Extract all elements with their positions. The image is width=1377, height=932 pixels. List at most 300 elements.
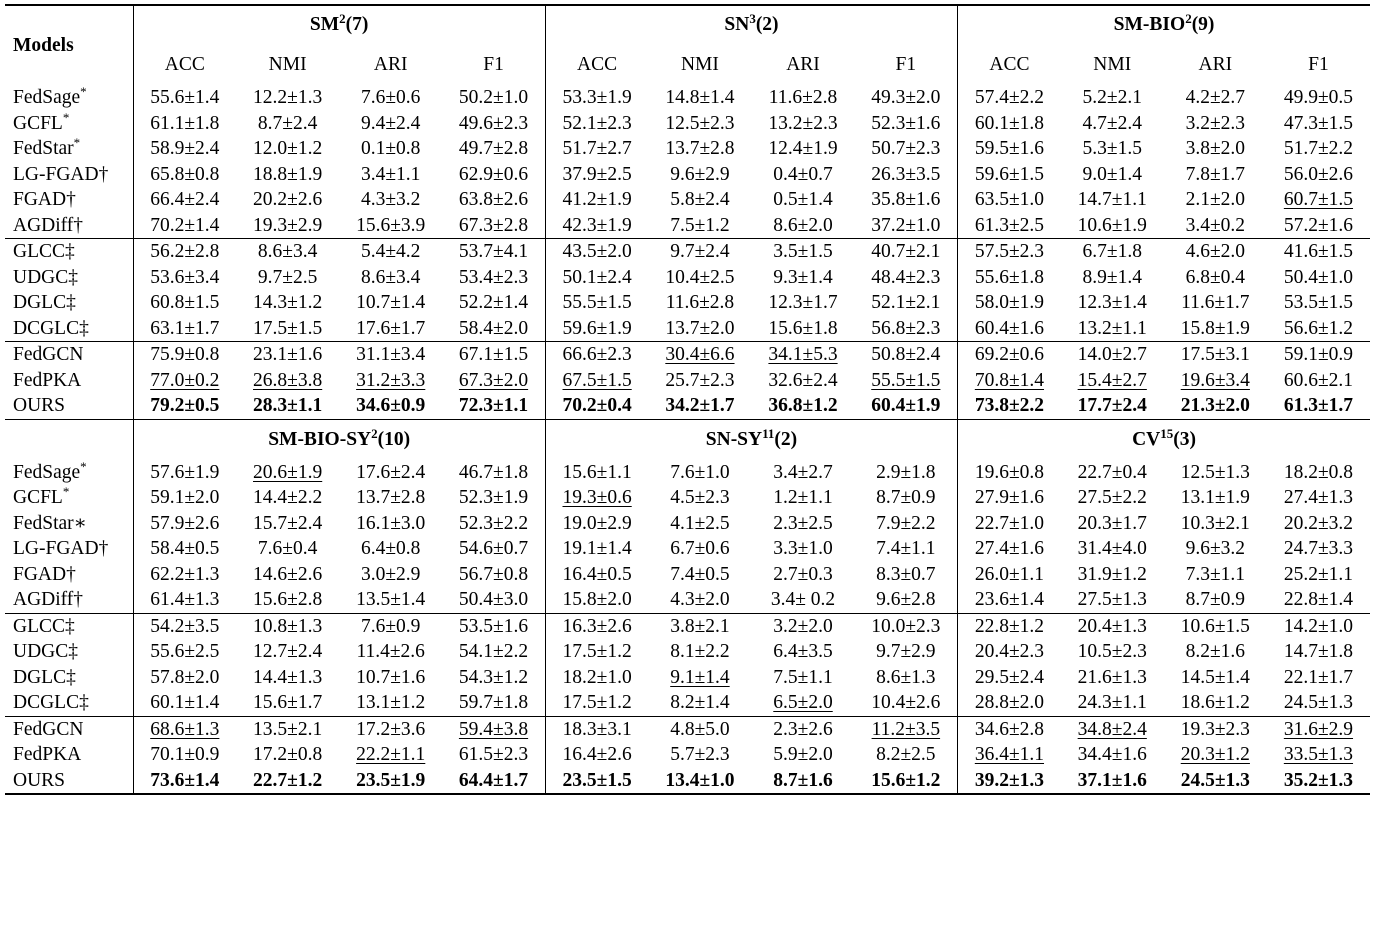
value-text: 3.8±2.0: [1185, 138, 1246, 159]
value-cell: [1164, 162, 1267, 188]
value-cell: [339, 290, 442, 316]
value-text: 4.6±2.0: [1185, 241, 1246, 262]
value-text: 13.2±1.1: [1077, 317, 1147, 339]
value-text: 20.4±2.3: [974, 641, 1045, 662]
value-text: 22.8±1.2: [974, 615, 1045, 637]
value-cell: [1061, 187, 1164, 213]
value-text: 27.4±1.3: [1283, 487, 1354, 508]
value-text: 17.6±1.7: [356, 317, 426, 339]
value-cell: [133, 136, 236, 162]
value-cell: [751, 639, 854, 665]
value-cell: [958, 290, 1061, 316]
value-text: 26.0±1.1: [974, 563, 1045, 585]
value-text: 57.6±1.9: [150, 461, 220, 483]
value-cell: [855, 485, 958, 511]
value-text: 60.8±1.5: [150, 292, 220, 313]
value-text: 70.2±1.4: [150, 214, 220, 236]
value-cell: [1061, 639, 1164, 665]
dataset-header-row: [5, 419, 1370, 460]
value-text: 23.6±1.4: [974, 589, 1045, 610]
value-text: 4.5±2.3: [670, 487, 730, 508]
value-cell: [751, 511, 854, 537]
value-text: 62.2±1.3: [150, 563, 220, 585]
value-text: 15.6±1.8: [768, 317, 838, 339]
value-cell: [648, 342, 751, 368]
value-cell: [751, 562, 854, 588]
model-name: [5, 639, 133, 665]
table-row: [5, 639, 1370, 665]
model-name: [5, 368, 133, 394]
dataset-suffix: (7): [345, 14, 369, 35]
value-cell: [236, 768, 339, 795]
value-text: 10.7±1.4: [356, 292, 426, 313]
value-cell: [133, 85, 236, 111]
value-cell: [855, 393, 958, 419]
value-text: 6.4±3.5: [773, 641, 833, 662]
value-text: 8.7±0.9: [1185, 589, 1246, 610]
value-text: 59.1±2.0: [150, 487, 220, 508]
value-text: 41.2±1.9: [562, 189, 632, 210]
table-row: [5, 265, 1370, 291]
value-cell: [648, 690, 751, 716]
value-text: 56.8±2.3: [871, 317, 941, 339]
value-text: 20.6±1.9: [253, 461, 323, 483]
value-cell: [1164, 393, 1267, 419]
model-label: UDGC‡: [13, 641, 79, 662]
value-cell: [236, 716, 339, 742]
value-text: 73.6±1.4: [150, 769, 220, 791]
value-cell: [545, 716, 648, 742]
value-text: 17.7±2.4: [1077, 395, 1147, 416]
dataset-suffix: (10): [377, 428, 411, 450]
model-name: [5, 690, 133, 716]
table-row: [5, 316, 1370, 342]
value-cell: [958, 85, 1061, 111]
value-text: 16.4±2.6: [562, 744, 632, 765]
value-cell: [1061, 136, 1164, 162]
value-text: 18.2±1.0: [562, 666, 632, 688]
value-text: 8.6±3.4: [360, 266, 421, 288]
value-cell: [1267, 187, 1370, 213]
value-cell: [1164, 342, 1267, 368]
model-label: GCFL: [13, 487, 63, 508]
value-text: 50.2±1.0: [458, 87, 529, 108]
value-text: 27.4±1.6: [974, 538, 1045, 559]
value-text: 14.6±2.6: [253, 563, 323, 585]
value-cell: [1267, 111, 1370, 137]
value-cell: [236, 316, 339, 342]
value-cell: [958, 136, 1061, 162]
value-text: 67.5±1.5: [562, 369, 632, 391]
value-cell: [1061, 342, 1164, 368]
value-cell: [751, 613, 854, 639]
value-text: 59.1±0.9: [1283, 344, 1354, 365]
value-text: 8.2±1.6: [1185, 641, 1246, 662]
dataset-superscript: 11: [762, 425, 775, 441]
value-text: 34.2±1.7: [665, 395, 735, 416]
value-cell: [958, 485, 1061, 511]
value-cell: [751, 665, 854, 691]
value-cell: [1267, 290, 1370, 316]
value-text: 39.2±1.3: [974, 769, 1045, 791]
value-cell: [545, 587, 648, 613]
value-cell: [133, 485, 236, 511]
table-row: [5, 111, 1370, 137]
value-cell: [1267, 460, 1370, 486]
value-cell: [133, 393, 236, 419]
value-text: 59.5±1.6: [974, 138, 1045, 159]
model-label: OURS: [13, 395, 66, 416]
value-cell: [1267, 485, 1370, 511]
table-row: [5, 239, 1370, 265]
value-cell: [1267, 639, 1370, 665]
value-text: 70.2±0.4: [562, 395, 632, 416]
value-text: 9.6±3.2: [1185, 538, 1246, 559]
model-name: [5, 162, 133, 188]
value-text: 12.2±1.3: [253, 87, 323, 108]
value-text: 7.4±0.5: [670, 563, 730, 585]
value-text: 56.6±1.2: [1283, 317, 1354, 339]
value-text: 9.7±2.9: [876, 641, 936, 662]
value-cell: [442, 265, 545, 291]
value-text: 15.6±1.2: [871, 769, 941, 791]
value-cell: [133, 290, 236, 316]
value-cell: [442, 716, 545, 742]
value-text: 8.7±0.9: [876, 487, 936, 508]
value-text: 40.7±2.1: [871, 241, 941, 262]
model-name: [5, 511, 133, 537]
value-text: 8.9±1.4: [1082, 266, 1142, 288]
value-cell: [133, 639, 236, 665]
value-text: 52.1±2.1: [871, 292, 941, 313]
value-cell: [133, 239, 236, 265]
value-text: 7.6±0.9: [360, 615, 421, 637]
value-text: 7.8±1.7: [1185, 163, 1246, 185]
value-cell: [958, 690, 1061, 716]
value-text: 34.8±2.4: [1077, 718, 1147, 740]
model-label: UDGC‡: [13, 266, 79, 288]
value-cell: [855, 613, 958, 639]
value-text: 15.4±2.7: [1077, 369, 1147, 391]
value-cell: [442, 460, 545, 486]
value-cell: [236, 511, 339, 537]
value-text: 8.2±2.5: [876, 744, 936, 765]
model-label: DGLC‡: [13, 292, 76, 313]
value-text: 14.4±1.3: [253, 666, 323, 688]
value-text: 54.1±2.2: [458, 641, 529, 662]
metric-header: F1: [1308, 54, 1329, 75]
table-row: [5, 562, 1370, 588]
value-cell: [855, 136, 958, 162]
value-cell: [133, 460, 236, 486]
value-cell: [545, 85, 648, 111]
value-cell: [236, 665, 339, 691]
metric-header: F1: [895, 54, 917, 75]
value-cell: [751, 290, 854, 316]
model-label: FedStar: [13, 138, 74, 159]
value-text: 17.5±1.2: [562, 641, 632, 662]
value-text: 3.2±2.3: [1185, 112, 1246, 134]
value-cell: [1061, 213, 1164, 239]
value-text: 60.1±1.8: [974, 112, 1045, 134]
model-mark: *: [73, 135, 81, 150]
value-cell: [1164, 290, 1267, 316]
model-mark: *: [80, 458, 87, 474]
value-text: 55.6±2.5: [150, 641, 220, 662]
value-cell: [236, 690, 339, 716]
value-text: 57.2±1.6: [1283, 214, 1354, 236]
value-cell: [855, 587, 958, 613]
model-label: FedPKA: [13, 369, 82, 391]
value-cell: [648, 536, 751, 562]
value-cell: [442, 342, 545, 368]
dataset-superscript: 15: [1160, 425, 1174, 441]
value-text: 24.5±1.3: [1283, 692, 1354, 713]
value-text: 16.3±2.6: [562, 615, 632, 637]
value-text: 50.4±1.0: [1283, 266, 1354, 288]
value-cell: [648, 85, 751, 111]
value-cell: [442, 85, 545, 111]
value-text: 16.1±3.0: [356, 512, 426, 534]
value-text: 42.3±1.9: [562, 214, 632, 236]
value-text: 31.6±2.9: [1283, 718, 1354, 740]
value-cell: [1267, 316, 1370, 342]
value-text: 10.4±2.6: [871, 692, 941, 713]
value-cell: [751, 136, 854, 162]
value-text: 9.3±1.4: [773, 266, 833, 288]
value-text: 0.1±0.8: [360, 138, 421, 159]
value-text: 54.3±1.2: [458, 666, 529, 688]
value-text: 63.5±1.0: [974, 189, 1045, 210]
dataset-name: CV: [1132, 428, 1161, 450]
value-cell: [958, 613, 1061, 639]
value-cell: [751, 239, 854, 265]
value-text: 36.4±1.1: [974, 744, 1045, 765]
dataset-suffix: (9): [1191, 14, 1215, 35]
value-text: 26.3±3.5: [871, 163, 941, 185]
value-cell: [1164, 536, 1267, 562]
metric-header: ARI: [1198, 54, 1233, 75]
value-cell: [133, 213, 236, 239]
value-cell: [1164, 690, 1267, 716]
value-text: 22.1±1.7: [1283, 666, 1354, 688]
value-text: 13.4±1.0: [665, 769, 735, 791]
value-text: 14.3±1.2: [253, 292, 323, 313]
value-cell: [442, 136, 545, 162]
value-cell: [133, 511, 236, 537]
value-text: 49.7±2.8: [458, 138, 529, 159]
value-cell: [855, 639, 958, 665]
value-cell: [442, 768, 545, 795]
value-cell: [1164, 316, 1267, 342]
value-text: 9.7±2.5: [257, 266, 318, 288]
value-text: 29.5±2.4: [974, 666, 1045, 688]
value-text: 67.1±1.5: [458, 344, 529, 365]
value-cell: [442, 213, 545, 239]
value-cell: [648, 393, 751, 419]
value-text: 33.5±1.3: [1283, 744, 1354, 765]
value-text: 60.6±2.1: [1283, 369, 1354, 391]
results-table: [5, 4, 1370, 795]
metric-header: ACC: [958, 44, 1061, 85]
table-row: [5, 716, 1370, 742]
value-cell: [545, 316, 648, 342]
value-text: 12.5±2.3: [665, 112, 735, 134]
value-cell: [236, 265, 339, 291]
value-cell: [236, 562, 339, 588]
value-text: 17.2±3.6: [356, 718, 426, 740]
value-text: 8.6±2.0: [773, 214, 833, 236]
value-cell: [442, 562, 545, 588]
value-text: 61.3±1.7: [1283, 395, 1354, 416]
value-text: 50.1±2.4: [562, 266, 632, 288]
value-text: 49.3±2.0: [871, 87, 941, 108]
model-label: DCGLC‡: [13, 692, 89, 713]
value-cell: [958, 742, 1061, 768]
value-cell: [442, 690, 545, 716]
value-cell: [339, 460, 442, 486]
value-cell: [855, 768, 958, 795]
value-cell: [236, 136, 339, 162]
value-cell: [236, 536, 339, 562]
value-cell: [958, 239, 1061, 265]
value-cell: [751, 316, 854, 342]
value-text: 31.1±3.4: [356, 344, 426, 365]
value-text: 22.8±1.4: [1283, 589, 1354, 610]
value-text: 25.7±2.3: [665, 369, 735, 391]
model-name: [5, 187, 133, 213]
value-text: 3.3±1.0: [773, 538, 833, 559]
value-cell: [751, 536, 854, 562]
value-cell: [958, 265, 1061, 291]
value-cell: [648, 562, 751, 588]
model-label: FedSage: [13, 461, 81, 483]
value-cell: [339, 639, 442, 665]
value-cell: [339, 562, 442, 588]
value-cell: [1164, 768, 1267, 795]
model-name: [5, 136, 133, 162]
value-text: 19.3±0.6: [562, 487, 632, 508]
value-cell: [545, 536, 648, 562]
dataset-name: SN-SY: [705, 428, 763, 450]
value-cell: [855, 368, 958, 394]
value-text: 4.8±5.0: [670, 718, 730, 740]
model-name: [5, 239, 133, 265]
table-row: [5, 511, 1370, 537]
value-cell: [1267, 368, 1370, 394]
model-name: [5, 587, 133, 613]
value-cell: [236, 587, 339, 613]
value-cell: [958, 460, 1061, 486]
value-text: 50.7±2.3: [871, 138, 941, 159]
value-text: 53.3±1.9: [562, 87, 632, 108]
value-text: 54.6±0.7: [458, 538, 529, 559]
value-text: 8.6±1.3: [876, 666, 936, 688]
value-text: 2.3±2.6: [773, 718, 833, 740]
value-cell: [648, 239, 751, 265]
model-name: [5, 768, 133, 795]
value-cell: [958, 316, 1061, 342]
value-text: 8.6±3.4: [257, 241, 318, 262]
value-text: 6.4±0.8: [360, 538, 421, 559]
value-text: 8.7±1.6: [773, 769, 833, 791]
value-cell: [545, 368, 648, 394]
metric-header: NMI: [680, 54, 719, 75]
value-cell: [751, 742, 854, 768]
value-cell: [751, 213, 854, 239]
value-text: 8.1±2.2: [670, 641, 730, 662]
value-text: 10.3±2.1: [1180, 512, 1250, 534]
value-text: 67.3±2.0: [458, 369, 529, 391]
value-text: 18.8±1.9: [253, 163, 323, 185]
value-cell: [339, 162, 442, 188]
value-cell: [442, 587, 545, 613]
value-text: 27.9±1.6: [974, 487, 1045, 508]
value-text: 22.7±1.2: [253, 769, 323, 791]
model-label: FGAD†: [13, 189, 76, 210]
value-cell: [855, 665, 958, 691]
value-cell: [855, 316, 958, 342]
value-cell: [545, 742, 648, 768]
value-cell: [339, 265, 442, 291]
value-text: 20.3±1.7: [1077, 512, 1147, 534]
value-cell: [1061, 290, 1164, 316]
value-cell: [133, 742, 236, 768]
value-text: 13.1±1.9: [1180, 487, 1250, 508]
metric-header: NMI: [268, 54, 307, 75]
value-cell: [1267, 690, 1370, 716]
model-name: [5, 393, 133, 419]
value-text: 31.2±3.3: [356, 369, 426, 391]
value-text: 6.7±0.6: [670, 538, 730, 559]
value-cell: [1164, 716, 1267, 742]
value-cell: [751, 368, 854, 394]
value-text: 37.1±1.6: [1077, 769, 1147, 791]
value-cell: [1164, 187, 1267, 213]
value-cell: [236, 187, 339, 213]
table-row: [5, 690, 1370, 716]
value-text: 11.2±3.5: [871, 718, 941, 740]
value-cell: [339, 485, 442, 511]
value-text: 21.3±2.0: [1180, 395, 1250, 416]
value-text: 25.2±1.1: [1283, 563, 1354, 585]
value-text: 77.0±0.2: [150, 369, 220, 391]
value-cell: [751, 587, 854, 613]
value-text: 9.6±2.9: [670, 163, 730, 185]
value-cell: [545, 187, 648, 213]
value-text: 15.6±1.7: [253, 692, 323, 713]
dataset-superscript: 3: [749, 11, 756, 26]
value-text: 63.8±2.6: [458, 189, 529, 210]
value-text: 10.7±1.6: [356, 666, 426, 688]
value-cell: [339, 716, 442, 742]
value-text: 24.7±3.3: [1283, 538, 1354, 559]
value-cell: [958, 587, 1061, 613]
value-cell: [751, 265, 854, 291]
value-cell: [648, 511, 751, 537]
dataset-header: [133, 419, 545, 460]
value-text: 15.6±3.9: [356, 214, 426, 236]
value-text: 4.7±2.4: [1082, 112, 1142, 134]
value-cell: [236, 111, 339, 137]
value-cell: [545, 239, 648, 265]
value-text: 60.4±1.6: [974, 317, 1045, 339]
value-cell: [1164, 460, 1267, 486]
value-cell: [236, 393, 339, 419]
value-text: 7.6±0.4: [257, 538, 318, 559]
value-cell: [1061, 665, 1164, 691]
value-text: 7.3±1.1: [1185, 563, 1246, 585]
